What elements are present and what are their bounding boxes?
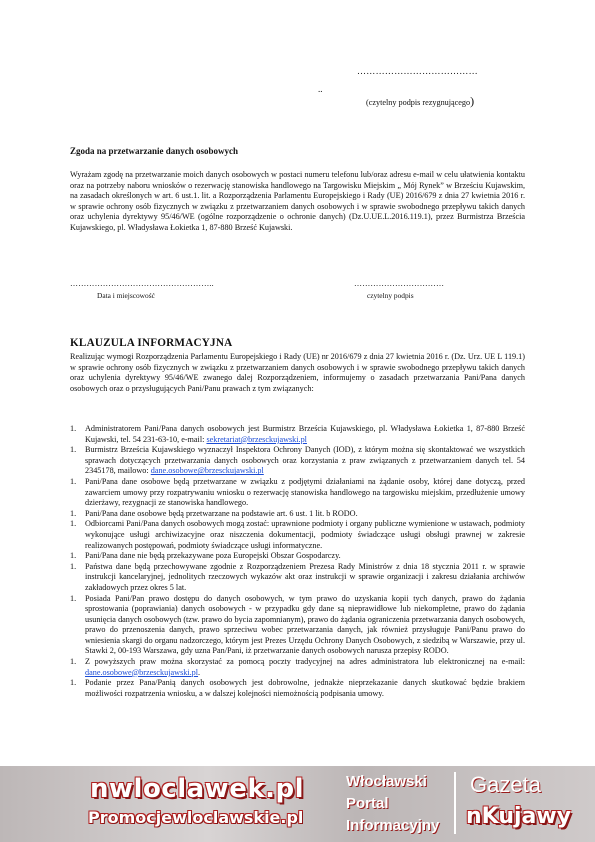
signature-caption-text: (czytelny podpis rezygnującego [366, 98, 471, 107]
clause-item [70, 678, 525, 699]
clause-item-text: Administratorem Pani/Pana danych osobowych jest Burmistrz Brześcia Kujawskiego, pl. Władysława Łokietka 1, 87-880 Brześć Kujawski, tel. 54 231-63-10, e-mail: [85, 424, 525, 444]
signature-caption-close: ) [470, 94, 475, 108]
signature-label: czytelny podpis [367, 291, 414, 300]
clause-item-number: 1. [70, 519, 77, 529]
signature-dots-small: .. [318, 84, 323, 94]
clause-item-number: 1. [70, 657, 77, 667]
clause-item-text: Pani/Pana dane osobowe będą przetwarzane w związku z podjętymi działaniami na żądanie osoby, której dane dotyczą, przed zawarciem umowy przy rozpatrywaniu wniosku o rezerwację stanowiska handlowego na targowisku miejskim, przedłużenie umowy dzierżawy, rezygnacji ze stanowiska handlowego. [85, 476, 525, 508]
clause-item-text: Z powyższych praw można skorzystać za pomocą poczty tradycyjnej na adres administratora lub elektronicznej na e-mail: [85, 657, 525, 667]
clause-intro: Realizując wymogi Rozporządzenia Parlamentu Europejskiego i Rady (UE) nr 2016/679 z dnia 27 kwietnia 2016 r. (Dz. Urz. UE L 119.1) w sprawie ochrony osób fizycznych w związku z przetwarzaniem danych osobowych i w sprawie swobodnego przepływu takich danych oraz uchylenia dyrektywy 95/46/WE zwanego dalej Rozporządzeniem, informujemy o zasadach przetwarzania Pani/Pana danych osobowych oraz o przysługujących Pani/Panu prawach z tym związanych: [70, 352, 525, 393]
email-link[interactable]: dane.osobowe@brzesckujawski.pl [150, 466, 264, 476]
clause-item-text: Odbiorcami Pani/Pana danych osobowych mogą zostać: uprawnione podmioty i organy publiczne wymienione w ustawach, podmioty wykonujące usługi archiwizacyjne oraz niszczenia dokumentacji, podmioty świadczące usługi obsługi prawnej w zakresie realizowanych postępowań, podmioty świadczące usługi informatyczne. [85, 519, 525, 550]
clause-item [70, 445, 525, 477]
banner-divider [454, 772, 456, 834]
clause-item-text: Burmistrz Brześcia Kujawskiego wyznaczył Inspektora Ochrony Danych (IOD), z którym można się skontaktować we wszystkich sprawach dotyczących przetwarzania danych osobowych oraz korzystania z praw związanych z przetwarzaniem danych tel. 54 2345178, mailowo: [85, 445, 525, 476]
clause-item-number: 1. [70, 561, 77, 571]
clause-item-number: 1. [70, 508, 77, 518]
clause-item-number: 1. [70, 593, 77, 603]
clause-item-suffix: . [198, 667, 201, 677]
email-link[interactable]: dane.osobowe@brzesckujawski.pl [85, 667, 199, 677]
consent-body: Wyrażam zgodę na przetwarzanie moich danych osobowych w postaci numeru telefonu lub/oraz adresu e-mail w celu ułatwienia kontaktu oraz na potrzeby naboru wniosków o rezerwację stanowiska handlowego na Targowisku Miejskim „ Mój Rynek” w Brześciu Kujawskim, na zasadach określonych w art. 6 ust.1. lit. a Rozporządzenia Parlamentu Europejskiego i Rady (UE) 2016/679 z dnia 27 kwietnia 2016 r. w sprawie ochrony osób fizycznych w związku z przetwarzaniem danych osobowych i w sprawie swobodnego przepływu takich danych oraz uchylenia dyrektywy 95/46/WE (ogólne rozporządzenie o ochronie danych) (Dz.U.UE.L.2016.119.1), przez Burmistrza Brześcia Kujawskiego, pl. Władysława Łokietka 1, 87-880 Brześć Kujawski. [70, 170, 525, 232]
date-place-label: Data i miejscowość [97, 291, 155, 300]
clause-item [70, 477, 525, 509]
signature-caption [366, 94, 474, 109]
clause-item [70, 657, 525, 678]
consent-title: Zgoda na przetwarzanie danych osobowych [70, 146, 239, 156]
clause-item [70, 424, 525, 445]
clause-item-number: 1. [70, 476, 77, 486]
clause-item-text: Państwa dane będą przechowywane zgodnie z Rozporządzeniem Prezesa Rady Ministrów z dnia 18 stycznia 2011 r. w sprawie instrukcji kancelaryjnej, jednolitych rzeczowych wykazów akt oraz instrukcji w sprawie organizacji i zakresu działania archiwów zakładowych przez okres 5 lat. [85, 561, 525, 592]
clause-item-text: Podanie przez Pana/Panią danych osobowych jest dobrowolne, jednakże nieprzekazanie danych skutkować będzie brakiem możliwości rozpatrzenia wniosku, a w dalszej kolejności niemożnością podpisania umowy. [85, 678, 525, 698]
banner-site-promocje[interactable]: Promocjewloclawskie.pl [88, 808, 304, 827]
clause-item [70, 562, 525, 594]
clause-list [70, 424, 525, 699]
banner-site-nwloclawek[interactable]: nwloclawek.pl [90, 774, 305, 804]
date-place-dots: …………………………………………….. [70, 279, 214, 288]
banner-gazeta[interactable]: Gazeta [470, 772, 541, 797]
banner-portal-line1: Włocławski [346, 773, 427, 790]
clause-item [70, 519, 525, 551]
clause-item-number: 1. [70, 445, 77, 455]
clause-item-text: Pani/Pana dane osobowe będą przetwarzane na podstawie art. 6 ust. 1 lit. b RODO. [85, 508, 358, 518]
banner-portal-line2: Portal [346, 795, 389, 812]
clause-item-number: 1. [70, 551, 77, 561]
clause-item [70, 551, 525, 562]
signature-line-dots: …………………………… [354, 279, 445, 288]
signature-dots: ………………………………… [357, 66, 478, 76]
clause-item [70, 594, 525, 658]
clause-item-text: Pani/Pana dane nie będą przekazywane poza Europejski Obszar Gospodarczy. [85, 551, 341, 561]
banner-nkujawy[interactable]: nKujawy [466, 804, 572, 829]
clause-item-number: 1. [70, 424, 77, 433]
clause-item-number: 1. [70, 678, 77, 688]
banner-portal-line3: Informacyjny [346, 817, 440, 834]
clause-item [70, 509, 525, 520]
clause-title: KLAUZULA INFORMACYJNA [70, 337, 233, 349]
email-link[interactable]: sekretariat@brzesckujawski.pl [206, 434, 307, 444]
clause-item-text: Posiada Pani/Pan prawo dostępu do danych osobowych, w tym prawo do uzyskania kopii tych danych, prawo do żądania sprostowania (poprawiania) danych osobowych - w przypadku gdy dane są nieprawidłowe lub niekompletne, prawo do żądania usunięcia danych osobowych (tzw. prawo do bycia zapomnianym), prawo do żądania ograniczenia przetwarzania danych osobowych, prawo do przenoszenia danych, prawo sprzeciwu wobec przetwarzania danych, jak również przysługuje Pani/Panu prawo do wniesienia skargi do organu nadzorczego, którym jest Prezes Urzędu Ochrony Danych Osobowych, z siedzibą w Warszawie, przy ul. Stawki 2, 00-193 Warszawa, gdy uzna Pan/Pani, iż przetwarzanie danych osobowych narusza przepisy RODO. [85, 593, 525, 656]
